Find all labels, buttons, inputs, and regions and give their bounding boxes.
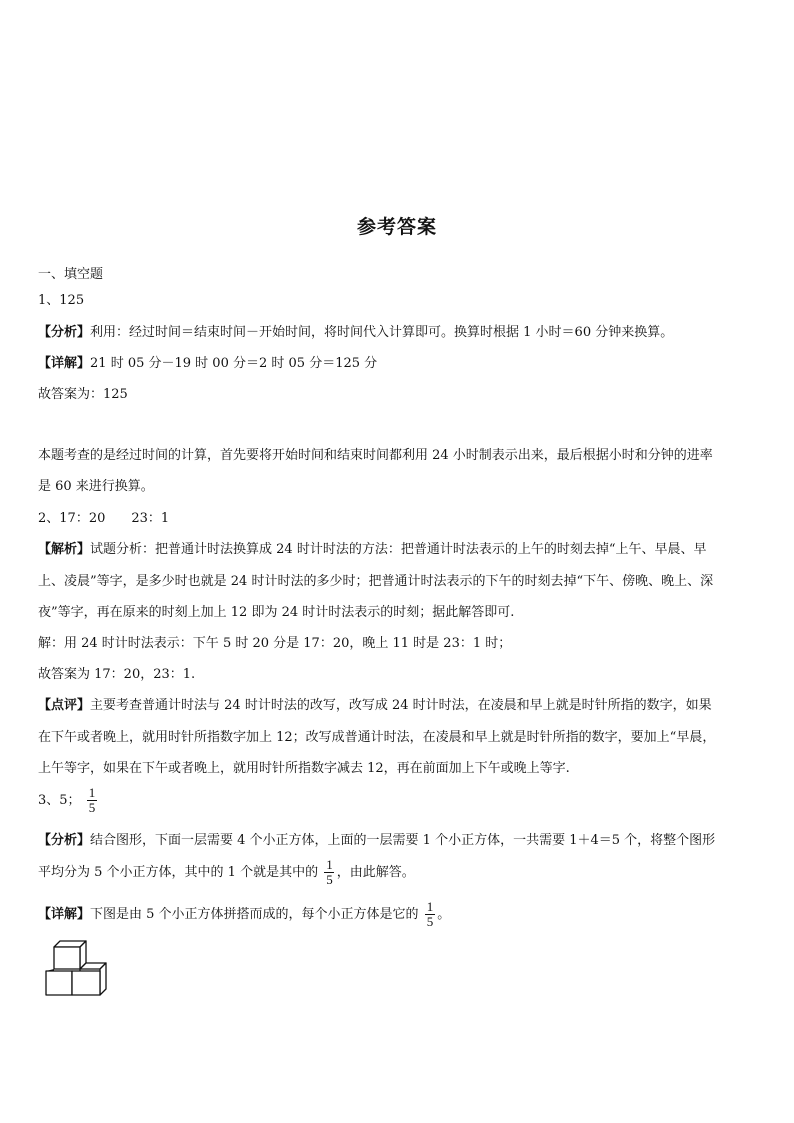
q3-detail-fraction xyxy=(425,900,436,929)
q2-dianping-line1 xyxy=(38,697,758,715)
q1-analysis xyxy=(38,324,758,342)
q3-detail xyxy=(38,900,758,929)
fraction-denominator: 5 xyxy=(326,872,333,887)
q3-fraction xyxy=(87,786,98,815)
q1-detail-text: 21 时 05 分－19 时 00 分＝2 时 05 分＝125 分 xyxy=(90,356,378,371)
fraction-numerator: 1 xyxy=(88,785,96,800)
cube-top-front xyxy=(54,947,80,969)
q2-dianping-tag: 【点评】 xyxy=(38,698,91,713)
q1-analysis-text: 利用：经过时间＝结束时间－开始时间，将时间代入计算即可。换算时根据 1 小时＝60 分钟来换算。 xyxy=(90,325,674,340)
q2-jiexi-text1: 试题分析：把普通计时法换算成 24 时计时法的方法：把普通计时法表示的上午的时刻去掉“上午、早晨、早 xyxy=(90,542,707,557)
q2-jiexi-line1 xyxy=(38,541,758,559)
q1-note-line2: 是 60 来进行换算。 xyxy=(38,479,154,494)
q2-jiexi-tag: 【解析】 xyxy=(38,542,91,557)
q3-number xyxy=(38,786,758,815)
q2-number: 2、17：20 23：1 xyxy=(38,511,170,526)
q1-analysis-tag: 【分析】 xyxy=(38,325,91,340)
fraction-numerator: 1 xyxy=(426,899,434,914)
q1-note-line1: 本题考查的是经过时间的计算，首先要将开始时间和结束时间都利用 24 小时制表示出来，最后根据小时和分钟的进率 xyxy=(38,448,713,463)
q1-detail xyxy=(38,355,758,373)
q3-analysis-text2b: ，由此解答。 xyxy=(336,865,415,880)
section-heading: 一、填空题 xyxy=(38,267,104,282)
q3-detail-end: 。 xyxy=(437,907,451,922)
q3-analysis-line2 xyxy=(38,858,758,887)
cube-right-side xyxy=(100,963,106,995)
page-title: 参考答案 xyxy=(356,216,437,238)
q3-detail-tag: 【详解】 xyxy=(38,907,91,922)
q2-dianping-text1: 主要考查普通计时法与 24 时计时法的改写，改写成 24 时计时法，在凌晨和早上就是时针所指的数字，如果 xyxy=(90,698,712,713)
q3-analysis-tag: 【分析】 xyxy=(38,833,91,848)
fraction-numerator: 1 xyxy=(326,857,333,872)
q1-detail-tag: 【详解】 xyxy=(38,356,91,371)
q2-jiexi-line3: 夜”等字，再在原来的时刻上加上 12 即为 24 时计时法表示的时刻；据此解答即可. xyxy=(38,605,515,620)
q3-analysis-text1: 结合图形，下面一层需要 4 个小正方体，上面的一层需要 1 个小正方体，一共需要 1＋4＝5 个，将整个图形 xyxy=(90,833,716,848)
q2-dianping-line2: 在下午或者晚上，就用时针所指数字加上 12；改写成普通计时法，在凌晨和早上就是时针所指的数字，要加上“早晨， xyxy=(38,730,716,745)
cube-front-left xyxy=(46,971,72,995)
fraction-denominator: 5 xyxy=(88,800,96,815)
cube-stack-figure xyxy=(40,938,110,1000)
q3-analysis-text2a: 平均分为 5 个小正方体，其中的 1 个就是其中的 xyxy=(38,865,319,880)
fraction-denominator: 5 xyxy=(426,914,434,929)
q2-jiexi-line2: 上、凌晨”等字，是多少时也就是 24 时计时法的多少时；把普通计时法表示的下午的时刻去掉“下午、傍晚、晚上、深 xyxy=(38,574,714,589)
q3-analysis-line1 xyxy=(38,832,758,850)
cube-edge xyxy=(46,969,54,971)
q1-number: 1、125 xyxy=(38,293,85,308)
q3-number-text: 3、5； xyxy=(38,793,81,808)
q2-solve: 解：用 24 时计时法表示：下午 5 时 20 分是 17：20，晚上 11 时是 23：1 时； xyxy=(38,636,512,651)
q2-answer: 故答案为 17：20，23：1. xyxy=(38,667,196,682)
q2-dianping-line3: 上午等字，如果在下午或者晚上，就用时针所指数字减去 12，再在前面加上下午或晚上等字. xyxy=(38,761,570,776)
q3-analysis-fraction xyxy=(324,858,335,887)
cube-front-right xyxy=(72,971,100,995)
q3-detail-text: 下图是由 5 个小正方体拼搭而成的，每个小正方体是它的 xyxy=(90,907,419,922)
q1-answer: 故答案为：125 xyxy=(38,387,128,402)
